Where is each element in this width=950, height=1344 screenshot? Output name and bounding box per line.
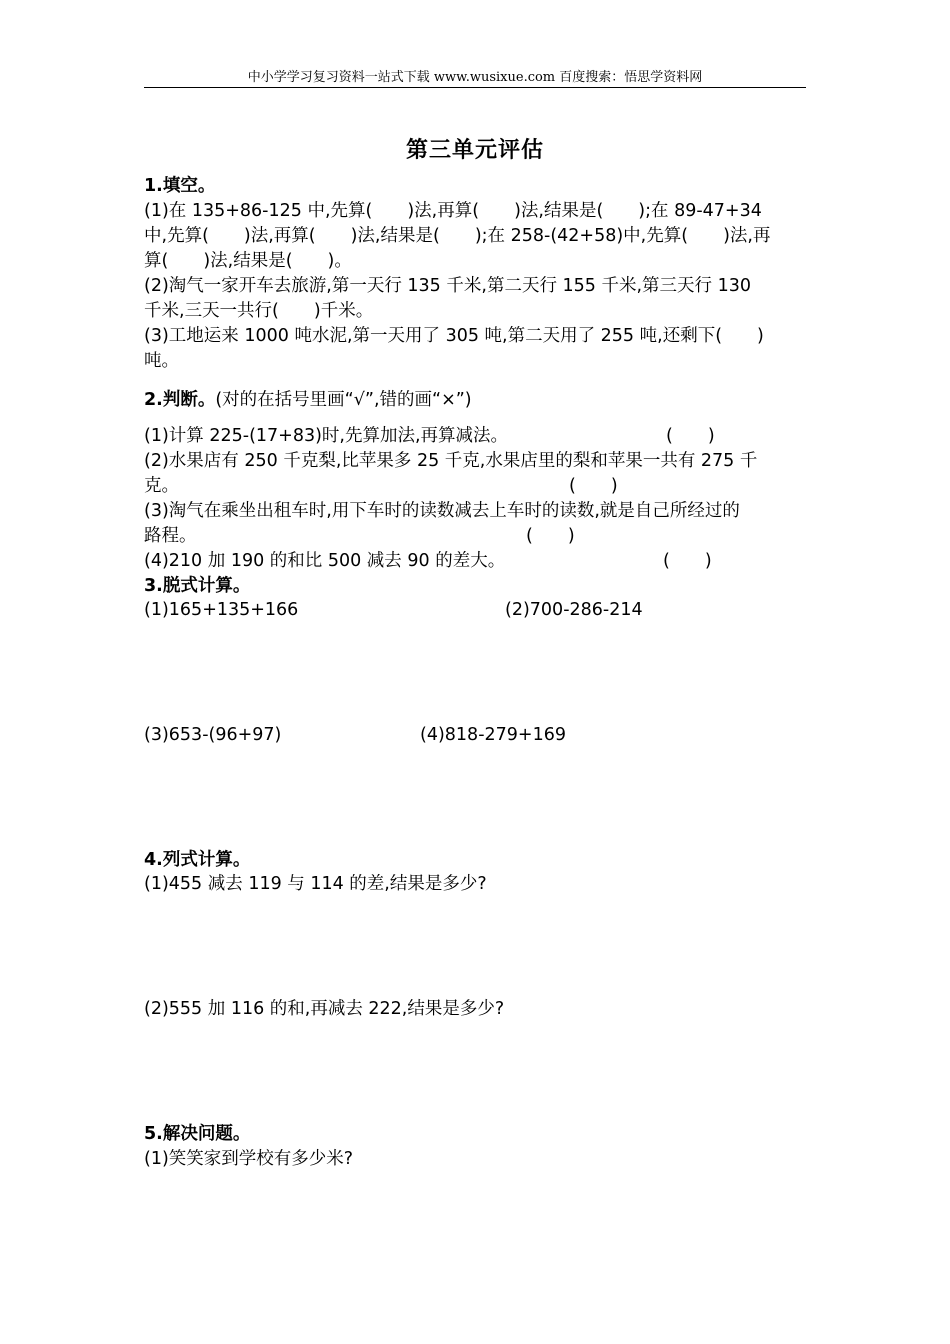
s2-q1-answer-paren: ( ) [666,426,715,446]
section-5-heading: 5.解决问题。 [144,1124,251,1144]
s2-q2-line2: 克。 [144,476,179,496]
section-1-heading: 1.填空。 [144,176,216,196]
s1-q2-line1: (2)淘气一家开车去旅游,第一天行 135 千米,第二天行 155 千米,第三天行 130 [144,276,751,296]
s2-q3-line2: 路程。 [144,526,197,546]
s4-q2: (2)555 加 116 的和,再减去 222,结果是多少? [144,999,505,1019]
s1-q3-line2: 吨。 [144,351,179,371]
s1-q2-line2: 千米,三天一共行( )千米。 [144,301,374,321]
section-2-heading-row [144,388,472,413]
s3-q4: (4)818-279+169 [420,725,566,745]
s1-q1-line3: 算( )法,结果是( )。 [144,251,352,271]
s2-q1: (1)计算 225-(17+83)时,先算加法,再算减法。 [144,426,509,446]
s5-q1: (1)笑笑家到学校有多少米? [144,1149,354,1169]
s2-q3-answer-paren: ( ) [526,526,575,546]
section-3-heading: 3.脱式计算。 [144,576,251,596]
page-title: 第三单元评估 [405,137,544,163]
s1-q3-line1: (3)工地运来 1000 吨水泥,第一天用了 305 吨,第二天用了 255 吨,还剩下( ) [144,326,764,346]
s2-q4: (4)210 加 190 的和比 500 减去 90 的差大。 [144,551,506,571]
s3-q2: (2)700-286-214 [505,600,643,620]
s3-q1: (1)165+135+166 [144,600,299,620]
section-2-heading: 2.判断。 [144,390,216,410]
header-rule [144,87,806,88]
page-header: 中小学学习复习资料一站式下载 www.wusixue.com 百度搜索：悟思学资料网 [247,70,703,85]
section-4-heading: 4.列式计算。 [144,850,251,870]
s1-q1-line2: 中,先算( )法,再算( )法,结果是( );在 258-(42+58)中,先算( )法,再 [144,226,771,246]
s2-q3-line1: (3)淘气在乘坐出租车时,用下车时的读数减去上车时的读数,就是自己所经过的 [144,501,740,521]
s4-q1: (1)455 减去 119 与 114 的差,结果是多少? [144,874,487,894]
s3-q3: (3)653-(96+97) [144,725,282,745]
s2-q2-line1: (2)水果店有 250 千克梨,比苹果多 25 千克,水果店里的梨和苹果一共有 275 千 [144,451,758,471]
s2-q4-answer-paren: ( ) [663,551,712,571]
s2-q2-answer-paren: ( ) [569,476,618,496]
s1-q1-line1: (1)在 135+86-125 中,先算( )法,再算( )法,结果是( );在 89-47+34 [144,201,762,221]
section-2-note: (对的在括号里画“√”,错的画“×”) [215,390,472,410]
